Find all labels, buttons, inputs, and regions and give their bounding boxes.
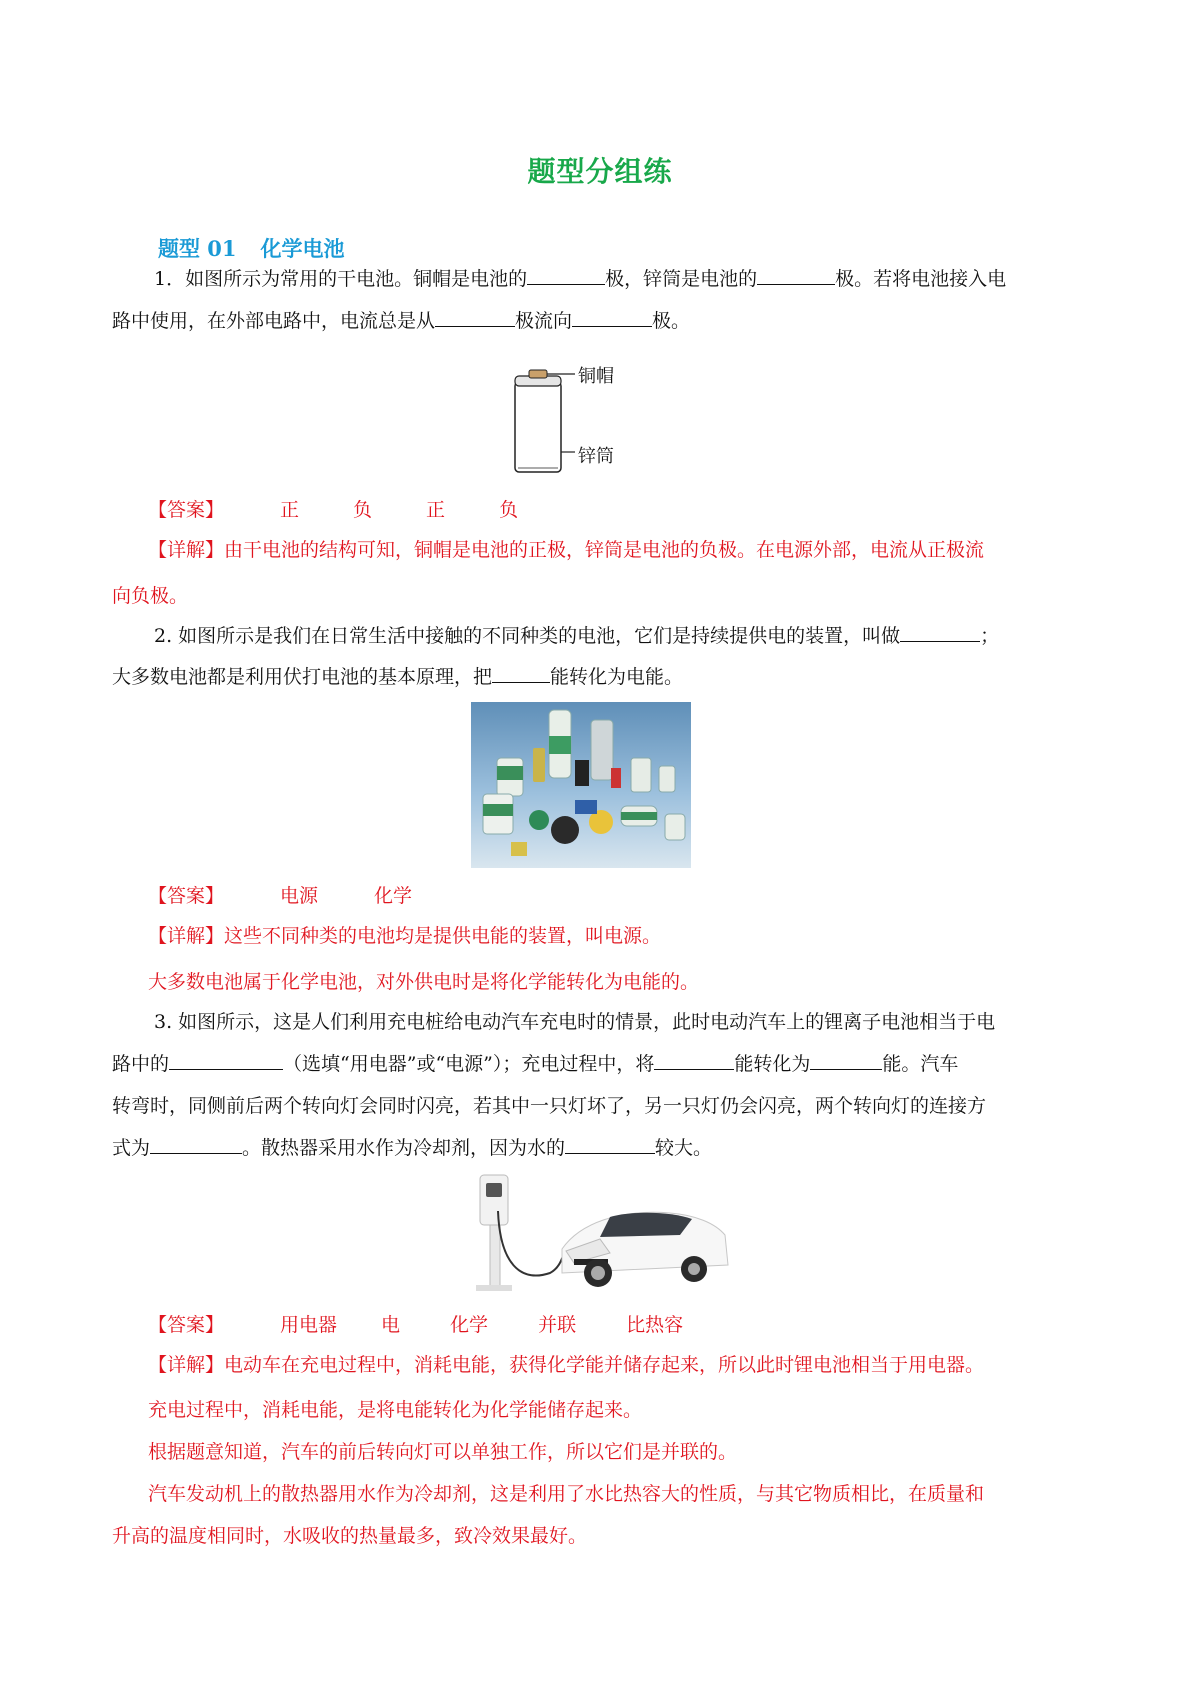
q1-text (112, 258, 1102, 300)
q1-line1-c: 极。若将电池接入电 (835, 268, 1007, 290)
answer-tag: 【答案】 (148, 499, 225, 521)
q3-answer-3: 化学 (450, 1314, 489, 1336)
ev-charging-illustration (470, 1173, 732, 1295)
q3-answer-4: 并联 (538, 1314, 577, 1336)
q2-line1-b: ； (980, 625, 1000, 647)
q2-blank-2 (492, 660, 550, 683)
q1-answer-4: 负 (499, 499, 519, 521)
ev-charging-photo (470, 1173, 732, 1295)
q2-answer (148, 881, 412, 908)
page-title: 题型分组练 (527, 155, 673, 188)
q3-text-line2 (112, 1043, 1102, 1085)
q3-line2-b: （选填“用电器”或“电源”）；充电过程中，将 (283, 1053, 655, 1075)
q1-detail (112, 529, 1102, 571)
q2-detail (112, 915, 1102, 957)
q1-answer-1: 正 (280, 499, 300, 521)
q2-answer-2: 化学 (374, 885, 413, 907)
section-name: 化学电池 (260, 237, 345, 261)
q1-answer (148, 495, 518, 522)
q3-line4-b: 。散热器采用水作为冷却剂，因为水的 (242, 1137, 566, 1159)
section-number: 题型 01 (158, 236, 237, 261)
q3-text-line3 (112, 1085, 1102, 1127)
q1-answer-3: 正 (426, 499, 446, 521)
q2-line2-b: 能转化为电能。 (550, 666, 684, 688)
q3-blank-3 (810, 1047, 882, 1070)
q3-detail-1: 电动车在充电过程中，消耗电能，获得化学能并储存起来，所以此时锂电池相当于用电器。 (224, 1354, 985, 1376)
q1-blank-2 (757, 262, 835, 285)
q1-detail-2: 向负极。 (112, 585, 189, 607)
answer-tag: 【答案】 (148, 1314, 225, 1336)
q1-detail-1: 由干电池的结构可知，铜帽是电池的正极，锌筒是电池的负极。在电源外部，电流从正极流 (224, 539, 985, 561)
q1-text-line2 (112, 300, 1102, 342)
q3-answer-2: 电 (381, 1314, 401, 1336)
detail-tag: 【详解】 (148, 1354, 225, 1376)
q2-detail-1: 这些不同种类的电池均是提供电能的装置，叫电源。 (224, 925, 662, 947)
q3-line1: 3. 如图所示，这是人们利用充电桩给电动汽车充电时的情景，此时电动汽车上的锂离子电池相当于电 (154, 1011, 996, 1033)
q2-blank-1 (900, 619, 980, 642)
q3-text (112, 1001, 1102, 1043)
q2-line2-a: 大多数电池都是利用伏打电池的基本原理，把 (112, 666, 493, 688)
dry-cell-figure (505, 368, 645, 478)
q3-text-line4 (112, 1127, 1102, 1169)
q2-answer-1: 电源 (280, 885, 319, 907)
q3-detail (112, 1344, 1102, 1386)
q3-blank-4 (150, 1131, 242, 1154)
q3-line2-d: 能。汽车 (882, 1053, 959, 1075)
q3-detail-5: 升高的温度相同时，水吸收的热量最多，致冷效果最好。 (112, 1525, 588, 1547)
q3-answer (148, 1310, 683, 1337)
q3-blank-1 (169, 1047, 283, 1070)
q3-blank-2 (654, 1047, 734, 1070)
q1-line1-b: 极，锌筒是电池的 (605, 268, 758, 290)
q3-detail-2: 充电过程中，消耗电能，是将电能转化为化学能储存起来。 (148, 1399, 643, 1421)
batteries-photo (471, 702, 691, 868)
batteries-illustration (471, 702, 691, 868)
q3-line4-a: 式为 (112, 1137, 151, 1159)
q1-line1-a: 1．如图所示为常用的干电池。铜帽是电池的 (154, 268, 528, 290)
detail-tag: 【详解】 (148, 539, 225, 561)
q1-answer-2: 负 (353, 499, 373, 521)
q3-line4-c: 较大。 (655, 1137, 713, 1159)
q1-line2-b: 极流向 (515, 310, 573, 332)
q1-blank-4 (572, 304, 652, 327)
dry-cell-drawing (505, 368, 645, 478)
q3-line2-a: 路中的 (112, 1053, 170, 1075)
q3-detail-4: 汽车发动机上的散热器用水作为冷却剂，这是利用了水比热容大的性质，与其它物质相比，在质量和 (148, 1483, 985, 1505)
q2-text (112, 615, 1102, 657)
q3-detail-3: 根据题意知道，汽车的前后转向灯可以单独工作，所以它们是并联的。 (148, 1441, 738, 1463)
q2-detail-2: 大多数电池属于化学电池，对外供电时是将化学能转化为电能的。 (148, 971, 700, 993)
q2-text-line2 (112, 656, 1102, 698)
q3-answer-1: 用电器 (280, 1314, 338, 1336)
q1-blank-1 (527, 262, 605, 285)
answer-tag: 【答案】 (148, 885, 225, 907)
q1-blank-3 (435, 304, 515, 327)
q1-line2-c: 极。 (652, 310, 691, 332)
q3-answer-5: 比热容 (626, 1314, 684, 1336)
q2-line1-a: 2. 如图所示是我们在日常生活中接触的不同种类的电池，它们是持续提供电的装置，叫做 (154, 625, 901, 647)
q3-line2-c: 能转化为 (734, 1053, 811, 1075)
label-zinc-can: 锌筒 (578, 446, 614, 467)
q3-line3: 转弯时，同侧前后两个转向灯会同时闪亮，若其中一只灯坏了，另一只灯仍会闪亮，两个转向灯的连接方 (112, 1095, 987, 1117)
q1-line2-a: 路中使用，在外部电路中，电流总是从 (112, 310, 436, 332)
detail-tag: 【详解】 (148, 925, 225, 947)
label-copper-cap: 铜帽 (578, 366, 614, 387)
q3-blank-5 (565, 1131, 655, 1154)
